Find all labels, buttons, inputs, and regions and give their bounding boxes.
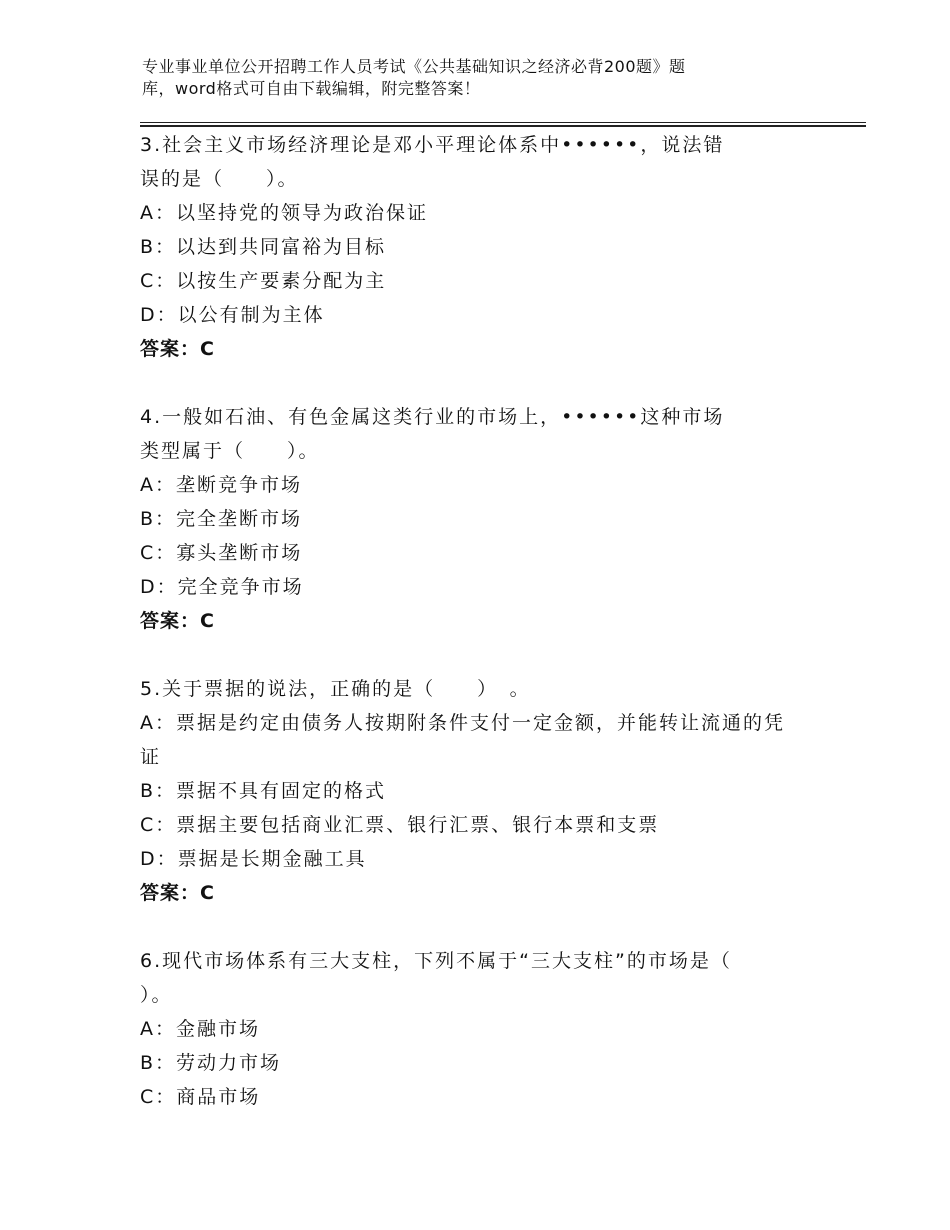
option-c: C：以按生产要素分配为主: [140, 270, 387, 292]
header-line-1: 专业事业单位公开招聘工作人员考试《公共基础知识之经济必背200题》题: [142, 57, 686, 76]
option-a: A：以坚持党的领导为政治保证: [140, 202, 428, 224]
option-b: B：票据不具有固定的格式: [140, 780, 387, 802]
option-b: B：以达到共同富裕为目标: [140, 236, 387, 258]
option-a-continued: 证: [140, 746, 162, 768]
question-spacer: [140, 910, 830, 944]
question-list: [140, 128, 830, 1114]
question-stem-continued: 类型属于（ ）。: [140, 440, 320, 462]
answer: 答案：C: [140, 338, 215, 360]
question-stem: 3.社会主义市场经济理论是邓小平理论体系中••••••，说法错: [140, 134, 725, 156]
document-header: [142, 56, 782, 100]
option-b: B：劳动力市场: [140, 1052, 282, 1074]
option-d: D：票据是长期金融工具: [140, 848, 367, 870]
question-spacer: [140, 638, 830, 672]
question-stem: 6.现代市场体系有三大支柱，下列不属于“三大支柱”的市场是（: [140, 950, 732, 972]
option-c: C：寡头垄断市场: [140, 542, 303, 564]
question-stem-continued: ）。: [140, 984, 173, 1006]
answer: 答案：C: [140, 882, 215, 904]
question-5: [140, 672, 830, 910]
answer: 答案：C: [140, 610, 215, 632]
option-b: B：完全垄断市场: [140, 508, 303, 530]
option-a: A：票据是约定由债务人按期附条件支付一定金额，并能转让流通的凭: [140, 712, 785, 734]
question-stem: 5.关于票据的说法，正确的是（ ） 。: [140, 678, 531, 700]
option-c: C：商品市场: [140, 1086, 261, 1108]
option-d: D：以公有制为主体: [140, 304, 325, 326]
option-c: C：票据主要包括商业汇票、银行汇票、银行本票和支票: [140, 814, 660, 836]
header-divider-thick: [140, 125, 866, 127]
question-spacer: [140, 366, 830, 400]
option-d: D：完全竞争市场: [140, 576, 304, 598]
question-3: [140, 128, 830, 366]
header-line-2: 库，word格式可自由下载编辑，附完整答案！: [142, 79, 481, 98]
question-stem-continued: 误的是（ ）。: [140, 168, 299, 190]
question-stem: 4.一般如石油、有色金属这类行业的市场上，••••••这种市场: [140, 406, 725, 428]
header-divider-thin: [140, 122, 866, 123]
option-a: A：金融市场: [140, 1018, 260, 1040]
question-4: [140, 400, 830, 638]
option-a: A：垄断竞争市场: [140, 474, 302, 496]
question-6: [140, 944, 830, 1114]
